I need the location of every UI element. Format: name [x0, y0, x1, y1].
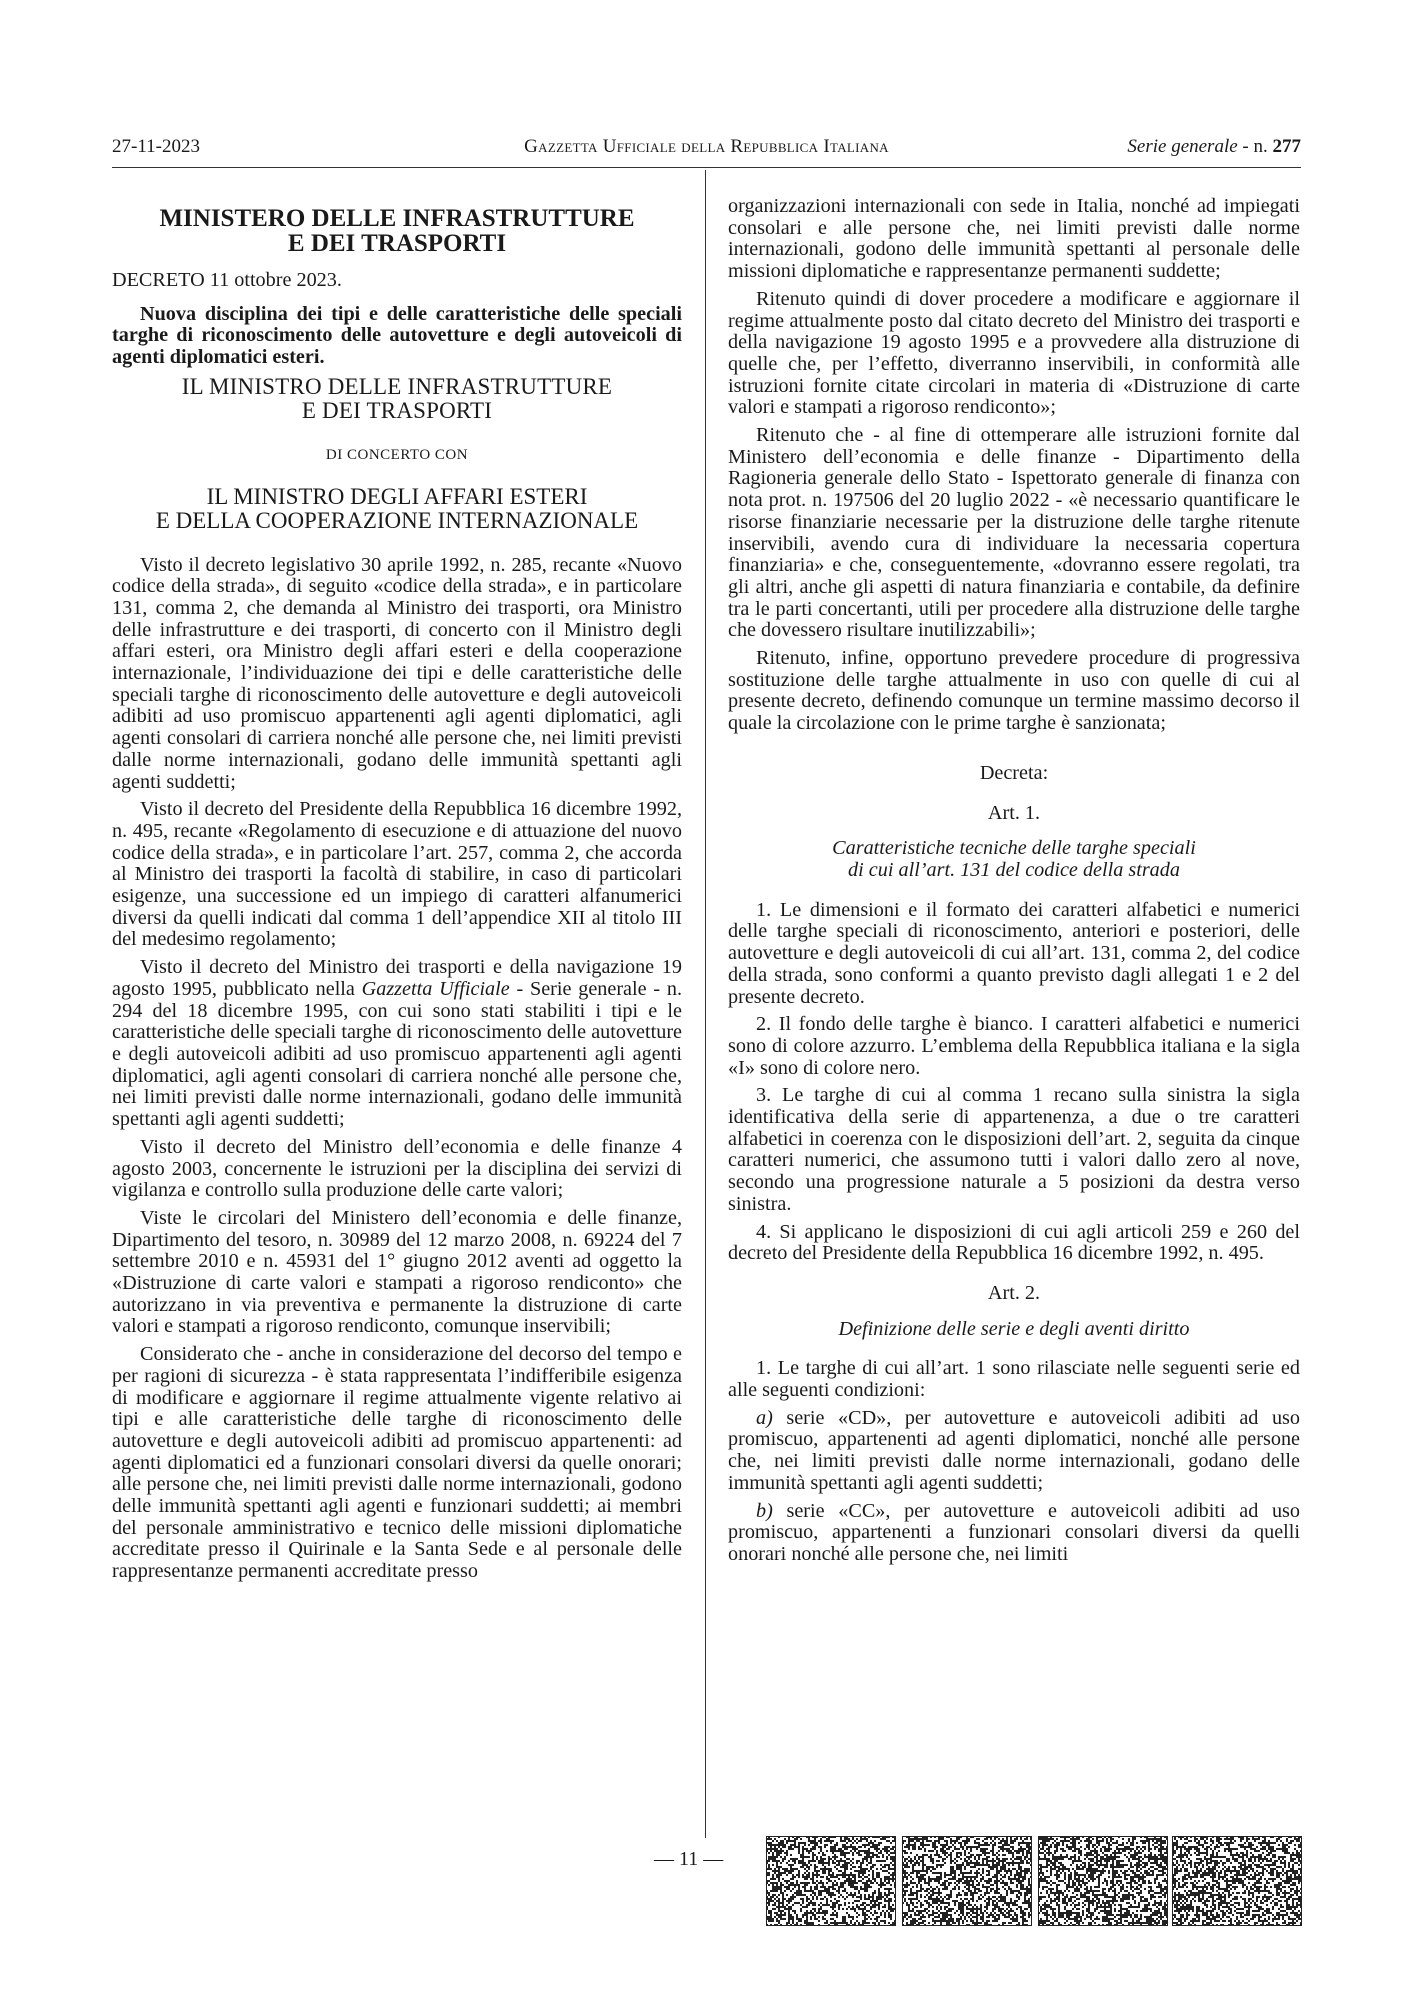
- gazzetta-italic: Gazzetta Ufficiale: [361, 977, 510, 1000]
- article-1-title-line-2: di cui all’art. 131 del codice della strada: [848, 858, 1180, 881]
- minister-heading: [112, 375, 682, 423]
- decree-date: DECRETO 11 ottobre 2023.: [112, 269, 342, 291]
- qr-code-strip: [766, 1836, 1302, 1928]
- serie-label: Serie generale: [1127, 136, 1238, 157]
- article-1-title: [728, 838, 1300, 881]
- qr-code-icon: [766, 1836, 896, 1926]
- left-column: [112, 198, 682, 1589]
- header-date: 27-11-2023: [112, 136, 200, 157]
- paragraph: organizzazioni internazionali con sede in Italia, nonché ad impiegati consolari e alle persone che, nei limiti previsti dalle norme internazionali, godono delle immunità spettanti al personale delle missioni diplomatiche e rappresentanze permanenti suddette;: [728, 195, 1300, 283]
- paragraph: Viste le circolari del Ministero dell’economia e delle finanze, Dipartimento del tesoro, n. 30989 del 12 marzo 2008, n. 69224 del 7 settembre 2010 e n. 45931 del 1° giugno 2012 aventi ad oggetto la «Distruzione di carte valori e stampati a rigoroso rendiconto» che autorizzano in via preventiva e permanente la distruzione di carte valori e stampati a rigoroso rendiconto, comunque inservibili;: [112, 1206, 682, 1338]
- header-rule: [112, 167, 1301, 168]
- minister2-line-2: E DELLA COOPERAZIONE INTERNAZIONALE: [155, 507, 639, 533]
- right-column: [728, 196, 1300, 1572]
- serie-sep: - n.: [1237, 136, 1273, 157]
- item-label: b): [756, 1499, 773, 1522]
- paragraph: 1. Le dimensioni e il formato dei caratteri alfabetici e numerici delle targhe speciali di riconoscimento, anteriori e posteriori, delle autovetture e degli autoveicoli di cui all’art. 131, comma 2, del codice della strada, sono conformi a quanto previsto dagli allegati 1 e 2 del presente decreto.: [728, 898, 1300, 1008]
- qr-code-icon: [1038, 1836, 1168, 1926]
- paragraph-text: serie «CD», per autovetture e autoveicoli adibiti ad uso promiscuo, appartenenti ad agenti diplomatici, nonché alle persone che, nei limiti previsti dalle norme internazionali, godano delle immunità spettanti agli agenti suddetti;: [728, 1406, 1300, 1494]
- qr-code-icon: [1172, 1836, 1302, 1926]
- page-header: [112, 136, 1301, 166]
- article-2-heading: Art. 2.: [987, 1281, 1041, 1304]
- paragraph: Visto il decreto del Presidente della Repubblica 16 dicembre 1992, n. 495, recante «Regolamento di esecuzione e di attuazione del nuovo codice della strada», e in particolare l’art. 257, comma 2, che accorda al Ministro dei trasporti la facoltà di stabilire, in caso di particolari esigenze, una successione ed un impiego di caratteri alfanumerici diversi da quelli indicati dal comma 1 dell’appendice XII al titolo III del medesimo regolamento;: [112, 798, 682, 951]
- paragraph: Ritenuto che - al fine di ottemperare alle istruzioni fornite dal Ministero dell’economia e delle finanze - Dipartimento della Ragioneria generale dello Stato - Ispettorato generale di finanza con nota prot. n. 197506 del 20 luglio 2022 - «è necessario quantificare le risorse finanziarie necessarie per la distruzione delle targhe ritenute inservibili, avendo cura di individuare la necessaria copertura finanziaria» e che, conseguentemente, «dovranno essere regolati, tra gli altri, anche gli aspetti di natura finanziaria e contabile, da definire tra le parti concertanti, utili per procedere alla distruzione delle targhe che dovessero risultare inutilizzabili»;: [728, 424, 1300, 642]
- paragraph-text: serie «CC», per autovetture e autoveicoli adibiti ad uso promiscuo, appartenenti a funzionari consolari diversi da quelli onorari nonché alle persone che, nei limiti: [728, 1499, 1300, 1565]
- ministry-line-1: MINISTERO DELLE INFRASTRUTTURE: [159, 205, 635, 232]
- article-1-title-line-1: Caratteristiche tecniche delle targhe speciali: [832, 837, 1196, 860]
- paragraph: 1. Le targhe di cui all’art. 1 sono rilasciate nelle seguenti serie ed alle seguenti condizioni:: [728, 1357, 1300, 1402]
- serie-number: 277: [1272, 136, 1301, 157]
- ministry-line-2: E DEI TRASPORTI: [287, 230, 507, 257]
- paragraph-text: Visto il decreto del Ministro dei trasporti e della navigazione 19 agosto 1995, pubblicato nella: [112, 956, 682, 1000]
- paragraph: Visto il decreto legislativo 30 aprile 1992, n. 285, recante «Nuovo codice della strada», di seguito «codice della strada», e in particolare 131, comma 2, che demanda al Ministro dei trasporti, ora Ministro delle infrastrutture e dei trasporti, di concerto con il Ministro degli affari esteri, ora Ministro degli affari esteri e della cooperazione internazionale, l’individuazione dei tipi e delle caratteristiche delle speciali targhe di riconoscimento delle autovetture e degli autoveicoli adibiti ad uso promiscuo appartenenti agli agenti diplomatici, agli agenti consolari di carriera nonché alle persone che, nei limiti previsti dalle norme internazionali, godano delle immunità spettanti agli agenti suddetti;: [112, 553, 682, 793]
- paragraph: Ritenuto, infine, opportuno prevedere procedure di progressiva sostituzione delle targhe attualmente in uso con quelle di cui al presente decreto, definendo comunque un termine massimo decorso il quale la circolazione con le prime targhe è sanzionata;: [728, 647, 1300, 735]
- minister-line-2: E DEI TRASPORTI: [301, 397, 493, 423]
- article-1-heading: Art. 1.: [987, 801, 1041, 824]
- minister2-heading: [112, 485, 682, 533]
- article-2-title: Definizione delle serie e degli aventi diritto: [838, 1317, 1190, 1340]
- paragraph: Visto il decreto del Ministro dell’economia e delle finanze 4 agosto 2003, concernente le istruzioni per la disciplina dei servizi di vigilanza e controllo sulla produzione delle carte valori;: [112, 1135, 682, 1202]
- ministry-title: [112, 206, 682, 256]
- header-title: Gazzetta Ufficiale della Repubblica Italiana: [524, 136, 889, 157]
- decreta-label: Decreta:: [979, 761, 1049, 784]
- qr-code-icon: [902, 1836, 1032, 1926]
- paragraph: Ritenuto quindi di dover procedere a modificare e aggiornare il regime attualmente posto dal citato decreto del Ministro dei trasporti e della navigazione 19 agosto 1995 e a provvedere alla distruzione di quelle che, per l’effetto, diverranno inservibili, in conformità alle istruzioni fornite citate circolari in materia di «Distruzione di carte valori e stampati a rigoroso rendiconto»;: [728, 287, 1300, 419]
- header-serie: [1127, 136, 1301, 158]
- paragraph: 3. Le targhe di cui al comma 1 recano sulla sinistra la sigla identificativa della serie di appartenenza, a due o tre caratteri alfabetici in coerenza con le disposizioni dell’art. 2, seguita da cinque caratteri numerici, che assumono tutti i valori dallo zero al nove, secondo una progressione naturale a 5 posizioni da destra verso sinistra.: [728, 1084, 1300, 1215]
- paragraph: 2. Il fondo delle targhe è bianco. I caratteri alfabetici e numerici sono di colore azzurro. L’emblema della Repubblica italiana e la sigla «I» sono di colore nero.: [728, 1013, 1300, 1079]
- column-divider: [705, 170, 706, 1838]
- paragraph: 4. Si applicano le disposizioni di cui agli articoli 259 e 260 del decreto del Presidente della Repubblica 16 dicembre 1992, n. 495.: [728, 1220, 1300, 1265]
- paragraph: [728, 1501, 1300, 1566]
- concerto-label: DI CONCERTO CON: [325, 446, 469, 463]
- page-number: — 11 —: [654, 1848, 724, 1870]
- minister2-line-1: IL MINISTRO DEGLI AFFARI ESTERI: [206, 483, 588, 509]
- paragraph: [728, 1408, 1300, 1495]
- decree-subject: Nuova disciplina dei tipi e delle caratteristiche delle speciali targhe di riconoscimento delle autovetture e degli autoveicoli di agenti diplomatici esteri.: [112, 302, 682, 369]
- paragraph: [112, 957, 682, 1131]
- paragraph: Considerato che - anche in considerazione del decorso del tempo e per ragioni di sicurezza - è stata rappresentata l’indifferibile esigenza di modificare e aggiornare il regime attualmente vigente relativo ai tipi e alle caratteristiche delle targhe di riconoscimento delle autovetture e degli autoveicoli adibiti ad promiscuo appartenenti: ad agenti diplomatici ed a funzionari consolari diversi da quelle onorari; alle persone che, nei limiti previsti dalle norme internazionali, godono delle immunità spettanti agli agenti e funzionari suddetti; ai membri del personale amministrativo e tecnico delle missioni diplomatiche accreditate presso il Quirinale e la Santa Sede e al personale delle rappresentanze permanenti accreditate presso: [112, 1343, 682, 1583]
- item-label: a): [756, 1406, 773, 1429]
- paragraph-text: - Serie generale - n. 294 del 18 dicembre 1995, con cui sono stati stabiliti i tipi e le caratteristiche delle speciali targhe di riconoscimento delle autovetture e degli autoveicoli adibiti ad uso promiscuo appartenenti agli agenti diplomatici, agli agenti consolari di carriera nonché alle persone che, nei limiti previsti dalle norme internazionali, godano delle immunità spettanti agli agenti suddetti;: [112, 977, 682, 1131]
- minister-line-1: IL MINISTRO DELLE INFRASTRUTTURE: [181, 373, 613, 399]
